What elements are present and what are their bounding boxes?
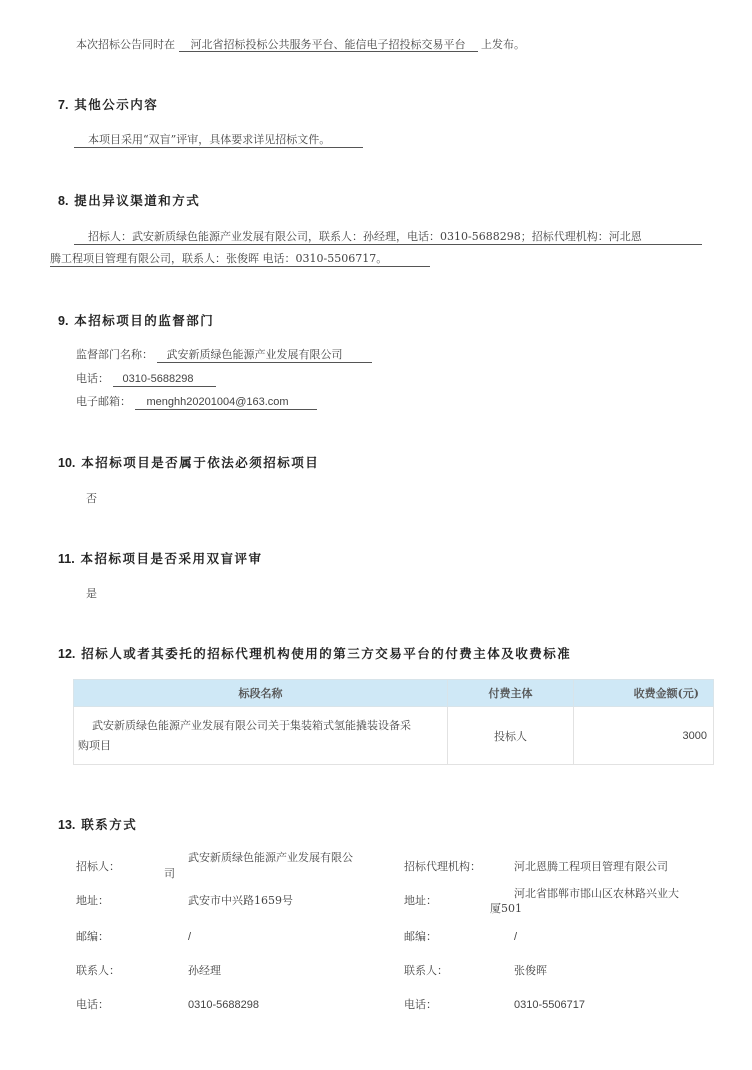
lot-name-line-2: 购项目 xyxy=(78,738,111,752)
section-title: 招标人或者其委托的招标代理机构使用的第三方交易平台的付费主体及收费标准 xyxy=(81,646,572,661)
tenderer-label: 招标人： xyxy=(76,860,120,873)
section-number: 11. xyxy=(58,552,75,566)
supervision-dept-value: 武安新质绿色能源产业发展有限公司 xyxy=(157,348,372,363)
supervision-phone-label: 电话： xyxy=(76,372,109,385)
mandatory-tender-answer: 否 xyxy=(86,492,97,505)
section-title: 其他公示内容 xyxy=(74,97,159,112)
section-number: 12. xyxy=(58,647,76,661)
section-title: 联系方式 xyxy=(81,817,138,832)
agency-phone: 0310-5506717 xyxy=(514,999,585,1011)
section-12-heading xyxy=(58,646,571,662)
agency-postcode: / xyxy=(514,931,518,943)
agency-address-label: 地址： xyxy=(404,894,437,907)
supervision-email-value[interactable]: menghh20201004@163.com xyxy=(135,395,317,410)
section-title: 本招标项目是否属于依法必须招标项目 xyxy=(81,455,320,470)
supervision-dept-label: 监督部门名称： xyxy=(76,348,153,361)
publish-notice-suffix: 上发布。 xyxy=(481,38,525,51)
section-11-heading xyxy=(58,551,263,567)
payer-cell: 投标人 xyxy=(448,707,574,765)
section-7-heading xyxy=(58,97,158,113)
tenderer-contact-label: 联系人： xyxy=(76,964,120,977)
tenderer-postcode-label: 邮编： xyxy=(76,930,109,943)
objection-line-1: 招标人：武安新质绿色能源产业发展有限公司，联系人：孙经理，电话：0310-5688298；招标代理机构：河北恩 xyxy=(74,230,702,245)
supervision-phone-value: 0310-5688298 xyxy=(113,372,216,387)
agency-address-line-1: 河北省邯郸市邯山区农林路兴业大 xyxy=(514,887,679,900)
agency-postcode-label: 邮编： xyxy=(404,930,437,943)
tenderer-name-line-1: 武安新质绿色能源产业发展有限公 xyxy=(188,851,353,864)
section-title: 本招标项目是否采用双盲评审 xyxy=(80,551,263,566)
double-blind-answer: 是 xyxy=(86,587,97,600)
fee-table-header-row xyxy=(74,680,714,707)
tenderer-phone: 0310-5688298 xyxy=(188,999,259,1011)
objection-line-2: 腾工程项目管理有限公司，联系人：张俊晖 电话：0310-5506717。 xyxy=(50,252,430,267)
supervision-email-label: 电子邮箱： xyxy=(76,395,131,408)
section-9-heading xyxy=(58,313,214,329)
supervision-phone-row xyxy=(76,372,216,387)
publish-notice-prefix: 本次招标公告同时在 xyxy=(76,38,175,51)
section-title: 本招标项目的监督部门 xyxy=(74,313,215,328)
tenderer-address-label: 地址： xyxy=(76,894,109,907)
section-number: 7. xyxy=(58,98,69,112)
tenderer-phone-label: 电话： xyxy=(76,998,109,1011)
supervision-dept-row xyxy=(76,348,372,363)
section-8-heading xyxy=(58,193,200,209)
agency-phone-label: 电话： xyxy=(404,998,437,1011)
agency-address-line-2: 厦501 xyxy=(490,902,522,915)
section-number: 9. xyxy=(58,314,69,328)
agency-label: 招标代理机构： xyxy=(404,860,481,873)
section-13-heading xyxy=(58,817,137,833)
section-title: 提出异议渠道和方式 xyxy=(74,193,201,208)
agency-contact-label: 联系人： xyxy=(404,964,448,977)
col-header-amount: 收费金额(元) xyxy=(573,680,713,707)
agency-contact: 张俊晖 xyxy=(514,964,547,977)
tenderer-contact: 孙经理 xyxy=(188,964,221,977)
agency-name: 河北恩腾工程项目管理有限公司 xyxy=(514,860,668,873)
section-10-heading xyxy=(58,455,319,471)
table-row xyxy=(74,707,714,765)
lot-name-cell xyxy=(74,707,448,765)
publish-platform: 河北省招标投标公共服务平台、能信电子招投标交易平台 xyxy=(179,38,478,52)
tenderer-postcode: / xyxy=(188,931,192,943)
section-number: 8. xyxy=(58,194,69,208)
fee-table xyxy=(73,679,714,765)
supervision-email-row xyxy=(76,395,317,410)
col-header-lot-name: 标段名称 xyxy=(74,680,448,707)
other-notice-text: 本项目采用“双盲”评审，具体要求详见招标文件。 xyxy=(74,133,363,148)
section-number: 13. xyxy=(58,818,76,832)
tenderer-name-line-2: 司 xyxy=(164,867,175,880)
col-header-payer: 付费主体 xyxy=(448,680,574,707)
tenderer-address: 武安市中兴路1659号 xyxy=(188,894,293,907)
section-number: 10. xyxy=(58,456,76,470)
publish-notice xyxy=(76,38,525,52)
amount-cell: 3000 xyxy=(573,707,713,765)
lot-name-line-1: 武安新质绿色能源产业发展有限公司关于集装箱式氢能撬装设备采 xyxy=(92,718,411,732)
